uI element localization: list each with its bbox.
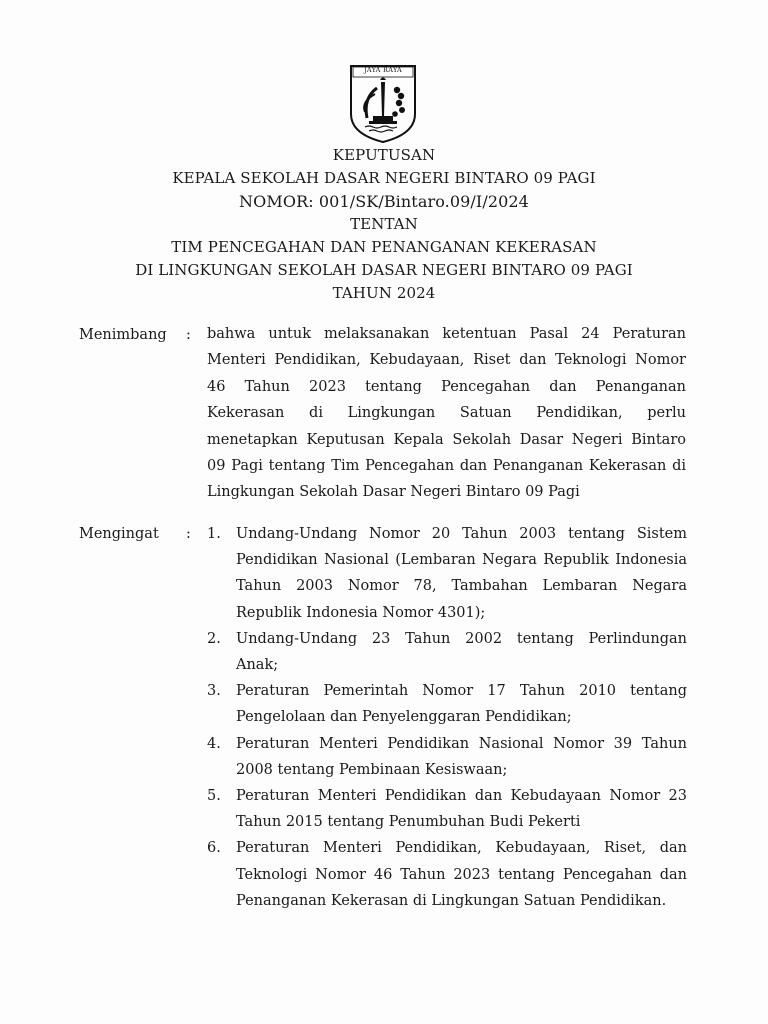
menimbang-line: Kekerasan di Lingkungan Satuan Pendidikan, perlu [207, 405, 686, 422]
menimbang-text [207, 321, 686, 506]
doc-type: KEPUTUSAN [332, 146, 436, 164]
menimbang-label: Menimbang [79, 327, 167, 343]
list-line: Pengelolaan dan Penyelenggaran Pendidikan; [236, 709, 572, 726]
menimbang-line: bahwa untuk melaksanakan ketentuan Pasal 24 Peraturan [207, 326, 686, 342]
list-item [207, 678, 687, 730]
jakarta-emblem-icon [347, 64, 419, 144]
list-item [207, 521, 687, 626]
list-line: Peraturan Menteri Pendidikan dan Kebudayaan Nomor 23 [236, 788, 687, 805]
subject-line-1: TIM PENCEGAHAN DAN PENANGANAN KEKERASAN [171, 238, 597, 256]
list-number: 4. [207, 735, 221, 752]
emblem-label: JAYA RAYA [363, 66, 403, 74]
list-line: Peraturan Menteri Pendidikan Nasional Nomor 39 Tahun [236, 735, 687, 752]
list-line: Undang-Undang 23 Tahun 2002 tentang Perlindungan [236, 630, 687, 647]
mengingat-colon: : [186, 526, 191, 542]
list-line: 2008 tentang Pembinaan Kesiswaan; [236, 761, 508, 778]
list-item [207, 731, 687, 783]
list-number: 6. [207, 840, 221, 857]
menimbang-line: menetapkan Keputusan Kepala Sekolah Dasar Negeri Bintaro [207, 431, 686, 448]
list-number: 5. [207, 788, 221, 805]
list-line: Tahun 2003 Nomor 78, Tambahan Lembaran Negara [236, 578, 687, 595]
menimbang-line: 46 Tahun 2023 tentang Pencegahan dan Penanganan [207, 378, 686, 395]
mengingat-label: Mengingat [79, 526, 159, 542]
subject-year: TAHUN 2024 [332, 284, 436, 302]
list-line: Teknologi Nomor 46 Tahun 2023 tentang Pencegahan dan [236, 866, 687, 883]
list-line: Anak; [236, 657, 279, 674]
list-item [207, 783, 687, 835]
menimbang-line: 09 Pagi tentang Tim Pencegahan dan Penanganan Kekerasan di [207, 458, 686, 475]
mengingat-list [207, 521, 687, 914]
decree-number: NOMOR: 001/SK/Bintaro.09/I/2024 [239, 192, 529, 211]
list-line: Peraturan Menteri Pendidikan, Kebudayaan, Riset, dan [236, 840, 687, 857]
menimbang-line: Lingkungan Sekolah Dasar Negeri Bintaro 09 Pagi [207, 484, 580, 501]
list-line: Undang-Undang Nomor 20 Tahun 2003 tentang Sistem [236, 526, 687, 542]
list-line: Peraturan Pemerintah Nomor 17 Tahun 2010 tentang [236, 683, 687, 700]
menimbang-line: Menteri Pendidikan, Kebudayaan, Riset dan Teknologi Nomor [207, 352, 686, 369]
list-item [207, 626, 687, 678]
list-line: Pendidikan Nasional (Lembaran Negara Republik Indonesia [236, 552, 687, 569]
subject-line-2: DI LINGKUNGAN SEKOLAH DASAR NEGERI BINTARO 09 PAGI [135, 261, 633, 279]
issuer: KEPALA SEKOLAH DASAR NEGERI BINTARO 09 PAGI [172, 169, 596, 187]
list-item [207, 835, 687, 914]
list-number: 2. [207, 630, 221, 647]
document-header [100, 144, 668, 305]
list-line: Penanganan Kekerasan di Lingkungan Satuan Pendidikan. [236, 892, 667, 909]
list-number: 1. [207, 526, 221, 542]
subject-heading: TENTAN [350, 215, 418, 233]
list-line: Tahun 2015 tentang Penumbuhan Budi Pekerti [236, 814, 581, 831]
menimbang-colon: : [186, 327, 191, 343]
list-line: Republik Indonesia Nomor 4301); [236, 604, 486, 621]
list-number: 3. [207, 683, 221, 700]
